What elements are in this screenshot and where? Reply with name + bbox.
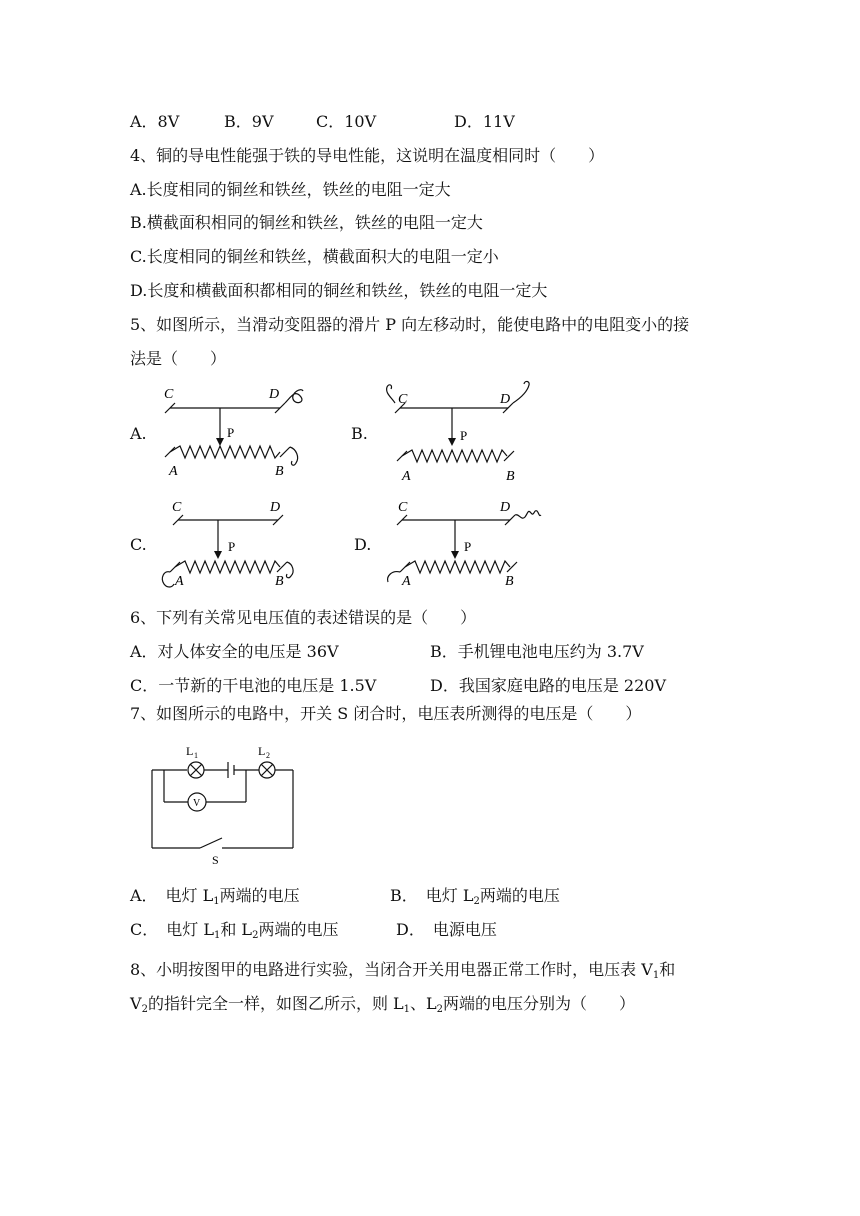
terminal-d-label: D (269, 387, 280, 402)
q7-stem: 7、如图所示的电路中，开关 S 闭合时，电压表所测得的电压是（ ） (130, 704, 642, 723)
q3-option-a: A．8V (130, 112, 180, 131)
q6-option-d: D．我国家庭电路的电压是 220V (430, 676, 667, 695)
terminal-a-label: A (402, 469, 411, 484)
q7-option-a: A． 电灯 $L_1$两端的电压 (130, 886, 300, 907)
q8-stem-line1: 8、小明按图甲的电路进行实验，当闭合开关用电器正常工作时，电压表 $V_1$和 (130, 960, 676, 981)
q7-option-c: C． 电灯 $L_1$和 $L_2$两端的电压 (130, 920, 339, 941)
lamp-l1-label: L (186, 744, 194, 758)
slider-p-label: P (464, 539, 472, 554)
lamp-l2-label: L (258, 744, 266, 758)
q5-figure-label-c: C. (130, 535, 147, 554)
switch-s-label: S (212, 853, 219, 865)
q4-option-d: D.长度和横截面积都相同的铜丝和铁丝，铁丝的电阻一定大 (130, 281, 548, 300)
terminal-d-label: D (500, 500, 511, 515)
terminal-c-label: C (164, 387, 174, 402)
terminal-b-label: B (275, 464, 284, 479)
terminal-c-label: C (172, 500, 182, 515)
voltmeter-label: V (193, 798, 201, 809)
q3-option-d: D．11V (454, 112, 515, 131)
q7-option-b: B． 电灯 $L_2$两端的电压 (390, 886, 560, 907)
q7-option-d: D． 电源电压 (396, 920, 497, 939)
terminal-b-label: B (275, 574, 284, 589)
lamp-l2-subscript: 2 (266, 751, 270, 760)
q5-figure-label-a: A. (130, 424, 147, 443)
terminal-b-label: B (505, 574, 514, 589)
q6-option-b: B．手机锂电池电压约为 3.7V (430, 642, 644, 661)
terminal-a-label: A (175, 574, 184, 589)
terminal-d-label: D (270, 500, 281, 515)
slider-p-label: P (228, 539, 236, 554)
q8-stem-line2: $V_2$的指针完全一样，如图乙所示，则 $L_1$、$L_2$两端的电压分别为（ ） (130, 994, 636, 1015)
terminal-c-label: C (398, 392, 408, 407)
terminal-b-label: B (506, 469, 515, 484)
rheostat-diagram-b (380, 380, 540, 490)
lamp-l1-subscript: 1 (194, 751, 198, 760)
q4-option-a: A.长度相同的铜丝和铁丝，铁丝的电阻一定大 (130, 180, 451, 199)
q6-stem: 6、下列有关常见电压值的表述错误的是（ ） (130, 608, 477, 627)
terminal-c-label: C (398, 500, 408, 515)
terminal-a-label: A (169, 464, 178, 479)
q6-option-c: C．一节新的干电池的电压是 1.5V (130, 676, 377, 695)
rheostat-diagram-a (155, 380, 305, 480)
q5-stem-line1: 5、如图所示，当滑动变阻器的滑片 P 向左移动时，能使电路中的电阻变小的接 (130, 315, 690, 334)
q3-option-b: B．9V (224, 112, 274, 131)
q5-figure-label-b: B. (351, 424, 368, 443)
rheostat-diagram-d (380, 495, 550, 595)
q7-circuit-diagram (140, 740, 310, 865)
terminal-a-label: A (402, 574, 411, 589)
q4-stem: 4、铜的导电性能强于铁的导电性能，这说明在温度相同时（ ） (130, 146, 605, 165)
q4-option-b: B.横截面积相同的铜丝和铁丝，铁丝的电阻一定大 (130, 213, 483, 232)
slider-p-label: P (227, 425, 235, 440)
q5-figure-label-d: D. (354, 535, 372, 554)
q6-option-a: A．对人体安全的电压是 36V (130, 642, 339, 661)
terminal-d-label: D (500, 392, 511, 407)
q4-option-c: C.长度相同的铜丝和铁丝，横截面积大的电阻一定小 (130, 247, 499, 266)
slider-p-label: P (460, 428, 468, 443)
rheostat-diagram-c (150, 495, 310, 595)
q3-option-c: C．10V (316, 112, 377, 131)
q5-stem-line2: 法是（ ） (130, 349, 227, 368)
